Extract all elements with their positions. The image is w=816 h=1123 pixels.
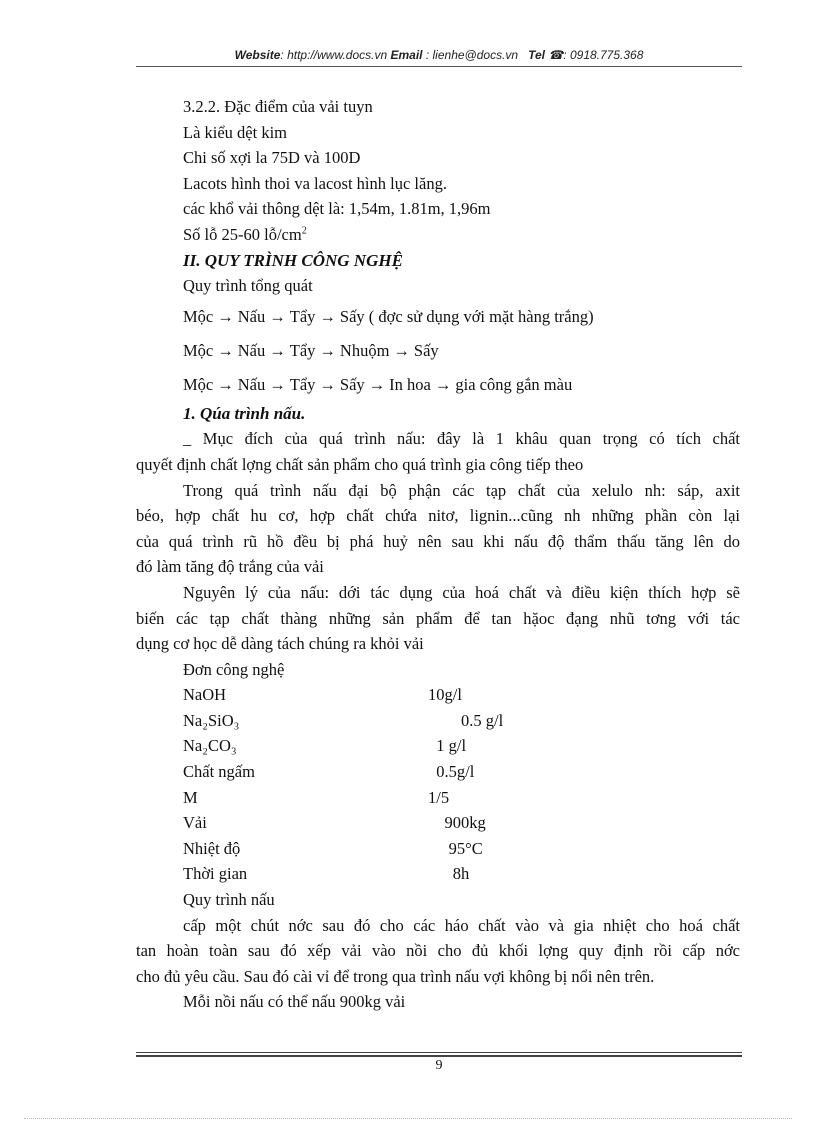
flow-step: In hoa [389,374,431,394]
recipe-key: Nhiệt độ [183,838,241,858]
text-line: Quy trình tổng quát [183,276,313,296]
text-line: Chi số xợi la 75D và 100D [183,148,361,168]
process-flow-1 [136,305,740,329]
procedure-title: Quy trình nấu [183,890,275,910]
recipe-row [183,861,740,887]
recipe-key: Thời gian [183,864,248,884]
process-flow-3 [136,373,740,397]
text-line-holes [136,222,740,248]
flow-step: Nấu [237,306,266,326]
text-line: biến các tạp chất thàng những sản phẩm để tan hặoc đạng nhũ tơng với tác [136,608,740,628]
text-line: dụng cơ học dễ dàng tách chúng ra khỏi vải [136,634,424,654]
recipe-row [183,708,740,734]
arrow-icon: → [217,374,234,394]
recipe-row [183,682,740,708]
recipe-row [183,785,740,811]
recipe-key: Na₂SiO₃ [183,710,240,730]
recipe-key: Chất ngấm [183,762,255,782]
flow-step: Sấy [413,340,439,360]
text-line: Là kiểu dệt kim [183,122,288,142]
arrow-icon: → [319,306,336,326]
flow-step: Tẩy [289,374,316,394]
flow-step: Tẩy [289,306,316,326]
text-line: của quá trình rũ hồ đều bị phá huỷ nên sau khi nấu độ thẩm thấu tăng lên do [136,531,740,551]
recipe-row [183,810,740,836]
flow-step: Sấy ( đợc sử dụng với mặt hàng trắng) [339,306,594,326]
arrow-icon: → [269,306,286,326]
text-line: béo, hợp chất hu cơ, hợp chất chứa nitơ, lignin...cũng nh những phần còn lại [136,506,740,526]
superscript: 2 [301,225,307,237]
recipe-value: 95°C [428,838,483,858]
flow-step: Mộc [183,306,214,326]
text-line: các khổ vải thông dệt là: 1,54m, 1.81m, 1,96m [183,199,491,219]
text-line: Nguyên lý của nấu: dới tác dụng của hoá chất và điều kiện thích hợp sẽ [183,582,740,602]
email-value: : lienhe@docs.vn [425,48,519,62]
recipe-value: 0.5 g/l [428,710,504,730]
recipe-value: 1 g/l [428,736,467,756]
text-line: tan hoàn toàn sau đó xếp vải vào nồi cho đủ khối lợng quy định rồi cấp nớc [136,941,740,961]
website-value: : http://www.docs.vn [280,48,388,62]
flow-step: Nấu [237,374,266,394]
holes-text: Số lỗ 25-60 lỗ/cm [183,224,302,244]
text-line: đó làm tăng độ trắng của vải [136,557,324,577]
arrow-icon: → [319,340,336,360]
process-flow-2 [136,339,740,363]
text-line: cấp một chút nớc sau đó cho các háo chất vào và gia nhiệt cho hoá chất [183,915,740,935]
recipe-value: 1/5 [428,787,450,807]
text-line: cho đủ yêu cầu. Sau đó cài vỉ để trong qua trình nấu vợi không bị nổi nên trên. [136,966,655,986]
page-header [136,48,742,62]
recipe-table [183,682,740,887]
recipe-value: 8h [428,864,470,884]
footer-rule-thick [136,1055,742,1057]
recipe-value: 10g/l [428,685,462,705]
email-label: Email [390,48,423,62]
text-line: Lacots hình thoi va lacost hình lục lăng. [183,173,447,193]
header-rule [136,66,742,67]
text-line: quyết định chất lợng chất sản phẩm cho quá trình gia công tiếp theo [136,454,584,474]
flow-step: Nhuộm [339,340,390,360]
recipe-key: Vải [183,813,207,833]
recipe-row [183,733,740,759]
arrow-icon: → [217,306,234,326]
recipe-row [183,836,740,862]
section-heading-ii: II. QUY TRÌNH CÔNG NGHỆ [183,250,403,270]
subsection-heading-1: 1. Qúa trình nấu. [183,403,306,423]
recipe-key: NaOH [183,685,227,705]
footer-rule [136,1052,742,1053]
text-line: Trong quá trình nấu đại bộ phận các tạp chất của xelulo nh: sáp, axit [183,480,740,500]
flow-step: Sấy [339,374,365,394]
recipe-value: 0.5g/l [428,762,475,782]
tel-label: Tel [528,48,545,62]
flow-step: Nấu [237,340,266,360]
text-line: _ Mục đích của quá trình nấu: đây là 1 khâu quan trọng có tích chất [183,429,740,449]
arrow-icon: → [319,374,336,394]
recipe-value: 900kg [428,813,486,833]
flow-step: Mộc [183,340,214,360]
section-heading-3-2-2: 3.2.2. Đặc điểm của vải tuyn [183,97,373,116]
arrow-icon: → [434,374,452,394]
recipe-key: M [183,787,198,807]
flow-step: Tẩy [289,340,316,360]
recipe-row [183,759,740,785]
page-number: 9 [435,1058,443,1073]
website-label: Website [234,48,281,62]
page-edge-dots [24,1118,792,1119]
arrow-icon: → [217,340,234,360]
recipe-title: Đơn công nghệ [183,659,285,679]
arrow-icon: → [368,374,386,394]
flow-step: Mộc [183,374,214,394]
phone-icon: ☎ [548,48,564,62]
paragraph-process [136,478,740,580]
tel-value: : 0918.775.368 [563,48,644,62]
document-body [136,94,740,1015]
paragraph-purpose [136,426,740,477]
arrow-icon: → [269,340,286,360]
arrow-icon: → [269,374,286,394]
flow-step: gia công gắn màu [455,374,573,394]
recipe-key: Na₂CO₃ [183,736,237,756]
paragraph-principle [136,580,740,657]
arrow-icon: → [393,340,410,360]
paragraph-procedure [136,913,740,990]
text-line-capacity: Mỗi nồi nấu có thể nấu 900kg vải [183,992,406,1012]
